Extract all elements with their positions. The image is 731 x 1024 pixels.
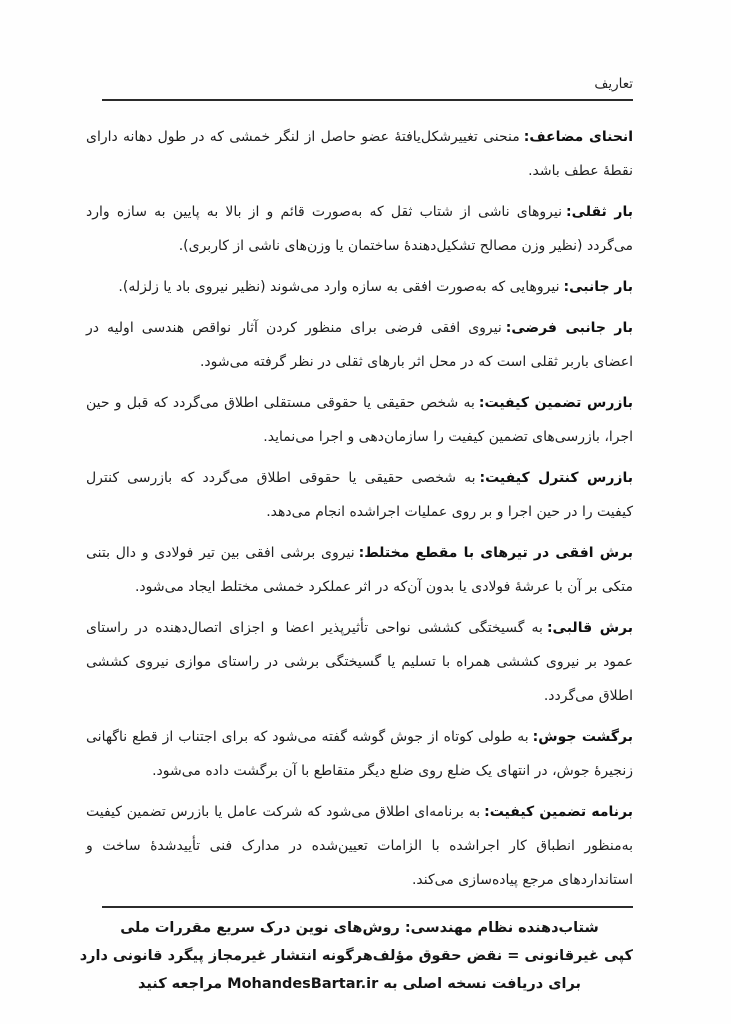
definition-term: بار جانبی: bbox=[563, 279, 633, 295]
definition-term: بازرس کنترل کیفیت: bbox=[479, 470, 633, 486]
footer-line-publisher: شتاب‌دهنده نظام مهندسی: روش‌های نوین درک سریع مقررات ملی bbox=[120, 920, 599, 936]
definition-paragraph bbox=[86, 611, 633, 713]
website-domain: MohandesBartar.ir bbox=[227, 976, 379, 992]
definition-term: بار جانبی فرضی: bbox=[505, 320, 633, 336]
page-title: تعاریف bbox=[594, 76, 633, 92]
definition-text: به شخص حقیقی یا حقوقی مستقلی اطلاق می‌گردد که قبل و حین اجرا، بازرسی‌های تضمین کیفیت را سازمان‌دهی و اجرا می‌نماید. bbox=[86, 395, 633, 445]
definition-text: به شخصی حقیقی یا حقوقی اطلاق می‌گردد که بازرسی کنترل کیفیت را در حین اجرا و بر روی عملیات اجراشده انجام می‌دهد. bbox=[86, 470, 633, 520]
website-text-prefix: برای دریافت نسخه اصلی به bbox=[383, 976, 581, 992]
definition-paragraph bbox=[86, 195, 633, 263]
definition-text: به گسیختگی کششی نواحی تأثیرپذیر اعضا و اجزای اتصال‌دهنده در راستای عمود بر نیروی کششی همراه با تسلیم یا گسیختگی برشی در راستای موازی نیروی کششی اطلاق می‌گردد. bbox=[86, 620, 633, 704]
copyright-statement: کپی غیرقانونی = نقض حقوق مؤلف bbox=[372, 948, 633, 964]
definition-paragraph bbox=[86, 311, 633, 379]
definition-text: به برنامه‌ای اطلاق می‌شود که شرکت عامل یا بازرس تضمین کیفیت به‌منظور انطباق کار اجراشده با الزامات تعیین‌شده در مدارک فنی تأییدشدهٔ ساخت و استانداردهای مرجع پیاده‌سازی می‌کند. bbox=[86, 804, 633, 888]
definition-text: نیروی افقی فرضی برای منظور کردن آثار نواقص هندسی اولیه در اعضای باربر ثقلی است که در محل اثر بارهای ثقلی در نظر گرفته می‌شود. bbox=[86, 320, 633, 370]
definition-term: بازرس تضمین کیفیت: bbox=[478, 395, 633, 411]
website-text-suffix: مراجعه کنید bbox=[137, 976, 223, 992]
definition-paragraph bbox=[86, 270, 633, 304]
definition-text: منحنی تغییرشکل‌یافتهٔ عضو حاصل از لنگر خمشی که در طول دهانه دارای نقطهٔ عطف باشد. bbox=[86, 129, 633, 179]
definition-paragraph bbox=[86, 461, 633, 529]
definition-paragraph bbox=[86, 795, 633, 897]
definition-term: بار ثقلی: bbox=[566, 204, 633, 220]
footer-rule bbox=[102, 906, 633, 908]
page-header bbox=[86, 76, 633, 101]
definition-term: انحنای مضاعف: bbox=[523, 129, 633, 145]
definition-text: به طولی کوتاه از جوش گوشه گفته می‌شود که برای اجتناب از قطع ناگهانی زنجیرهٔ جوش، در انتهای یک ضلع روی ضلع دیگر متقاطع با آن برگشت داده می‌شود. bbox=[86, 729, 633, 779]
definition-text: نیروی برشی افقی بین تیر فولادی و دال بتنی متکی بر آن با عرشهٔ فولادی یا بدون آن‌که در اثر عملکرد خمشی مختلط ایجاد می‌شود. bbox=[86, 545, 633, 595]
definition-text: نیروهای ناشی از شتاب ثقل که به‌صورت قائم و از بالا به پایین به سازه وارد می‌گردد (نظیر وزن مصالح تشکیل‌دهندهٔ ساختمان یا وزن‌های ناشی از کاربری). bbox=[86, 204, 633, 254]
definition-term: برش قالبی: bbox=[546, 620, 633, 636]
page-footer bbox=[79, 906, 633, 998]
legal-warning: هرگونه انتشار غیرمجاز پیگرد قانونی دارد bbox=[79, 948, 373, 964]
definition-paragraph bbox=[86, 386, 633, 454]
definition-paragraph bbox=[86, 720, 633, 788]
definitions-list bbox=[86, 120, 633, 904]
footer-line-copyright bbox=[79, 942, 633, 970]
definition-text: نیروهایی که به‌صورت افقی به سازه وارد می‌شوند (نظیر نیروی باد یا زلزله). bbox=[118, 279, 560, 295]
definition-term: برنامه تضمین کیفیت: bbox=[484, 804, 633, 820]
header-rule bbox=[102, 99, 633, 101]
definition-term: برش افقی در تیرهای با مقطع مختلط: bbox=[358, 545, 633, 561]
footer-line-website bbox=[86, 970, 633, 998]
definition-paragraph bbox=[86, 120, 633, 188]
definition-term: برگشت جوش: bbox=[532, 729, 633, 745]
definition-paragraph bbox=[86, 536, 633, 604]
